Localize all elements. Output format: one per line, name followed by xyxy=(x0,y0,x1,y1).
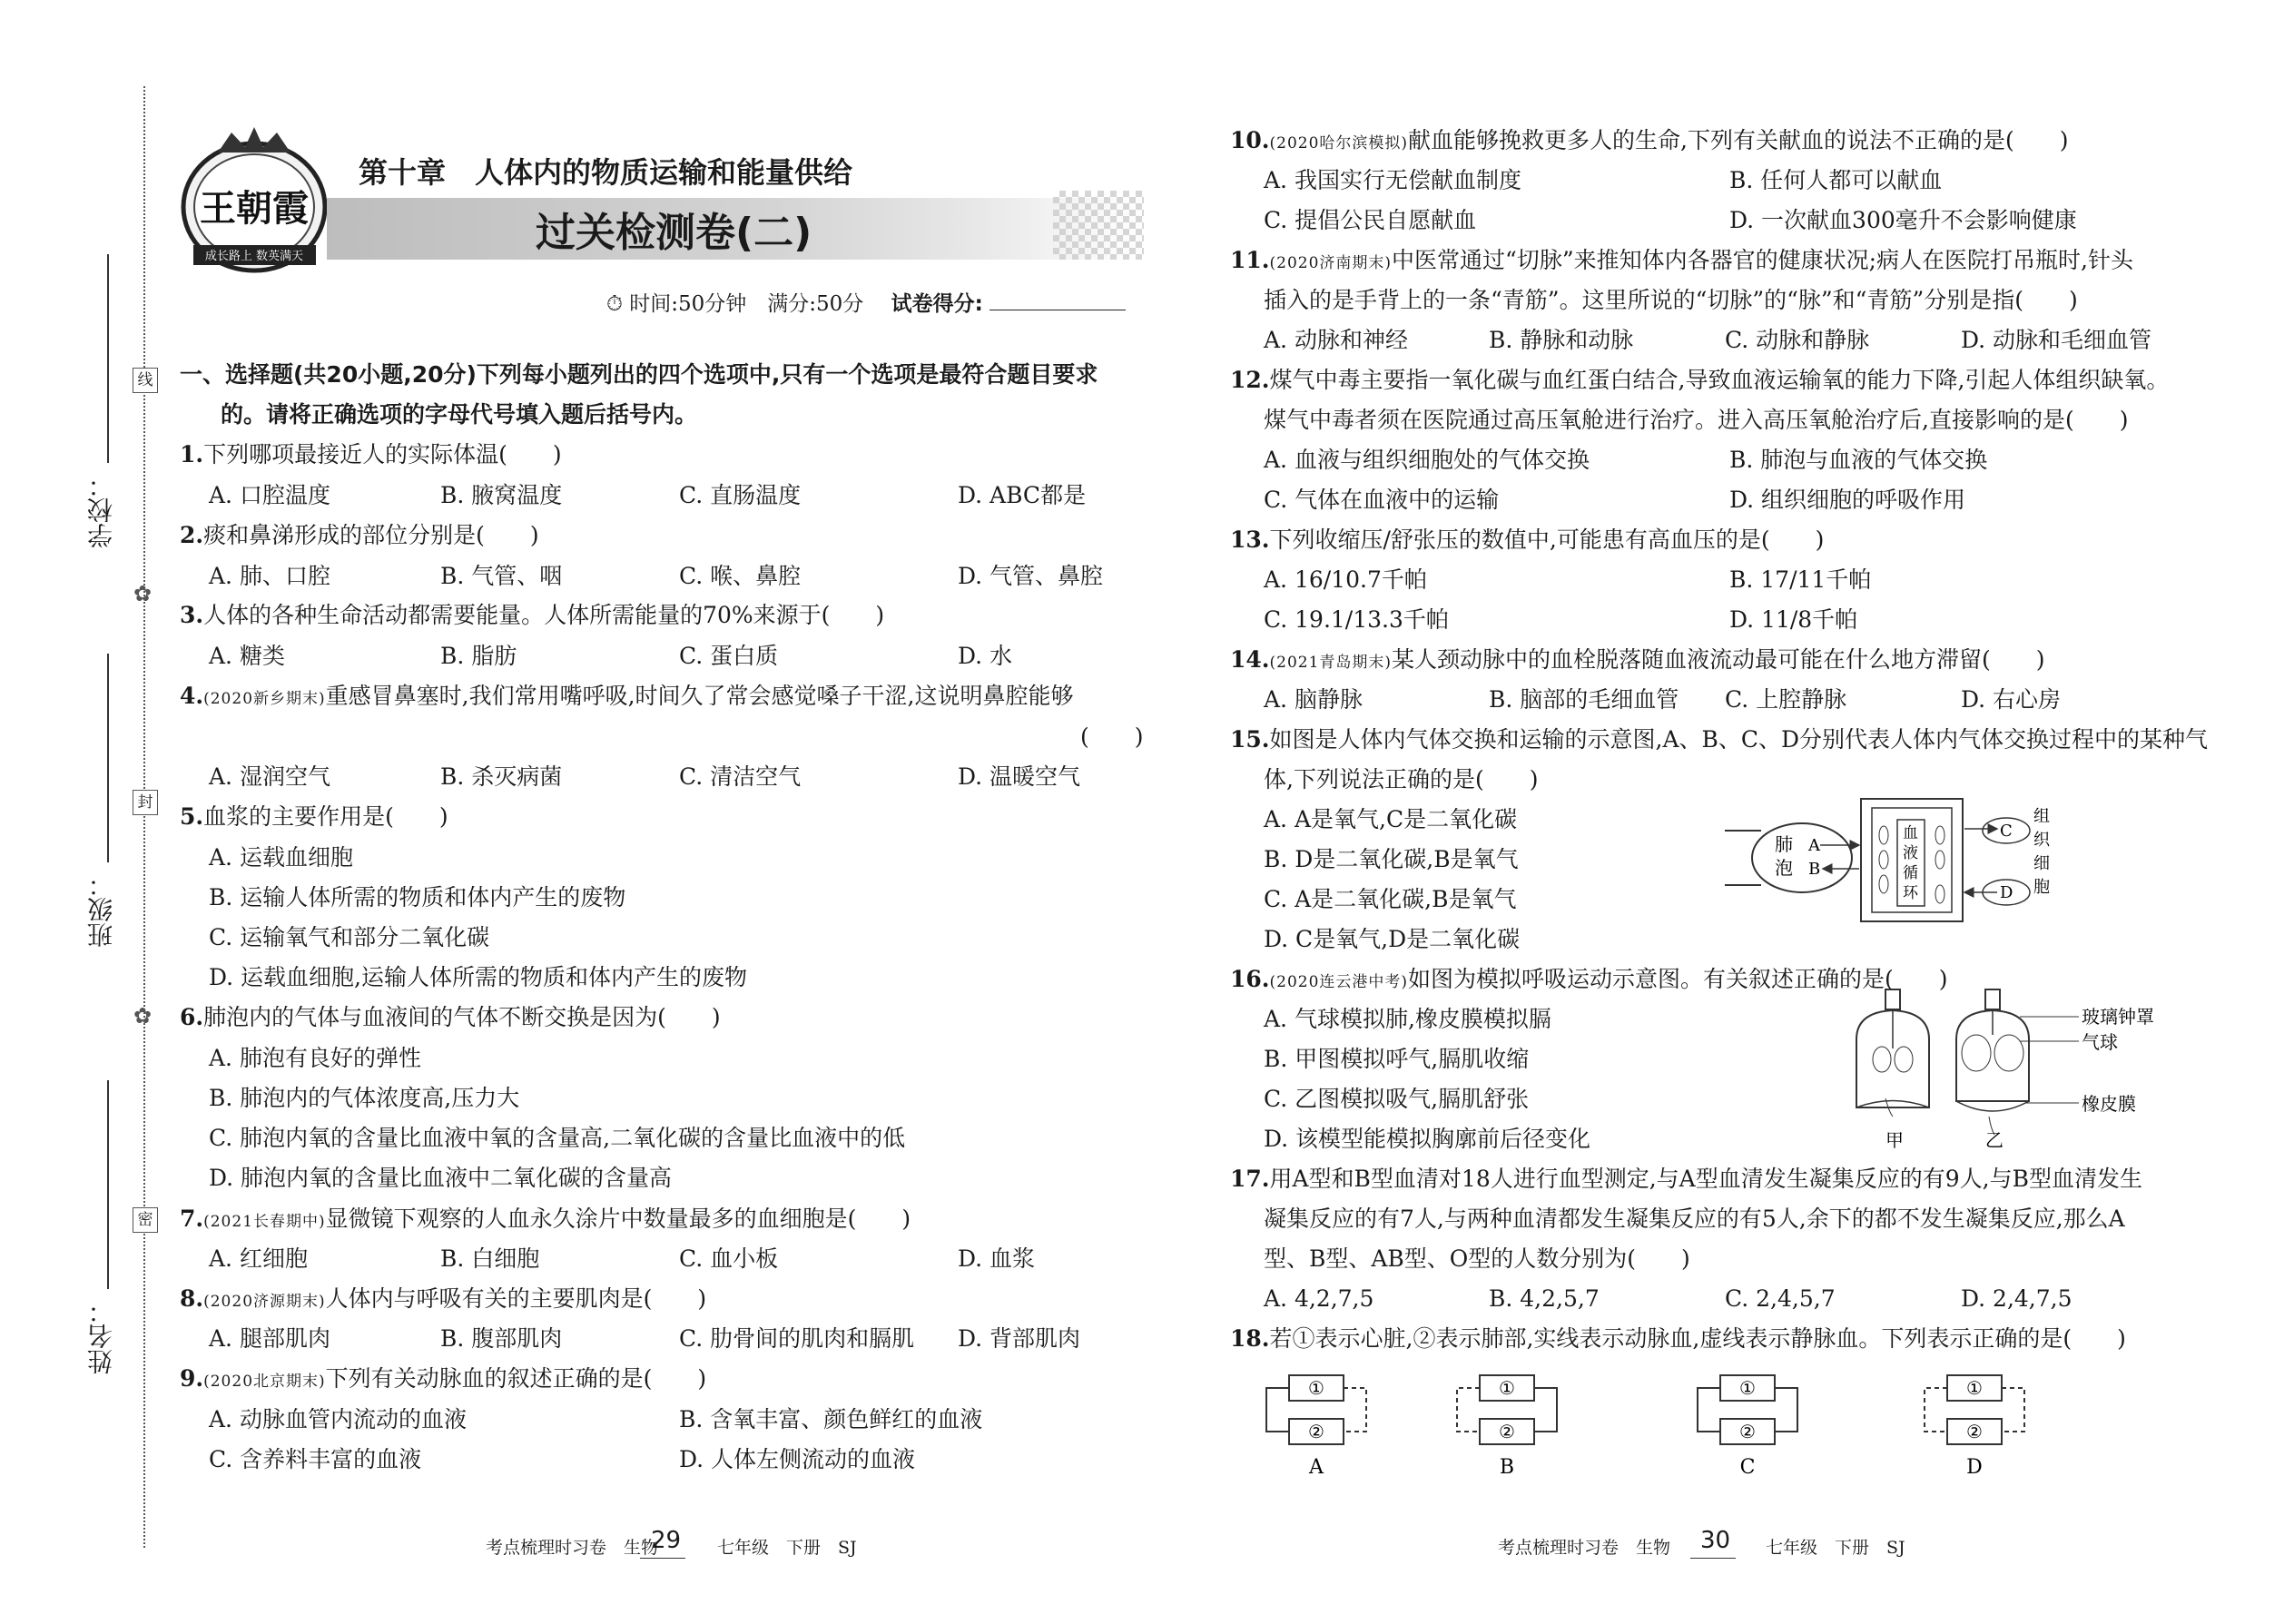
question-number: 9. xyxy=(180,1365,204,1392)
option: C. 运输氧气和部分二氧化碳 xyxy=(209,924,490,950)
circulation-diagram-A xyxy=(1262,1366,1407,1480)
option: A. 湿润空气 xyxy=(209,763,330,790)
diagram-label: A xyxy=(1309,1456,1324,1479)
box-lung: ② xyxy=(1499,1421,1515,1442)
class-blank xyxy=(107,654,109,862)
question-13 xyxy=(1230,527,1824,554)
question-12-stem-cont: 煤气中毒者须在医院通过高压氧舱进行治疗。进入高压氧舱治疗后,直接影响的是( ) xyxy=(1264,407,2129,433)
option: B. 含氧丰富、颜色鲜红的血液 xyxy=(679,1406,983,1432)
option: D. 气管、鼻腔 xyxy=(958,563,1104,589)
question-source: (2020连云港中考) xyxy=(1269,973,1409,991)
option: C. 肋骨间的肌肉和膈肌 xyxy=(679,1325,915,1352)
question-number: 1. xyxy=(180,441,204,468)
question-7 xyxy=(180,1206,911,1235)
question-stem: 如图是人体内气体交换和运输的示意图,A、B、C、D分别代表人体内气体交换过程中的某种气 xyxy=(1269,726,2209,753)
question-stem: 人体的各种生命活动都需要能量。人体所需能量的70%来源于( ) xyxy=(203,602,885,628)
option: C. 含养料丰富的血液 xyxy=(209,1446,422,1472)
name-blank xyxy=(107,1080,109,1289)
fig16-label-membrane: 橡皮膜 xyxy=(2082,1093,2136,1115)
question-number: 4. xyxy=(180,683,204,709)
question-4 xyxy=(180,683,1073,713)
option: C. 乙图模拟吸气,膈肌舒张 xyxy=(1264,1086,1530,1112)
option: B. 腹部肌肉 xyxy=(440,1325,563,1352)
box-lung: ② xyxy=(1966,1421,1983,1442)
flower-ornament-icon: ✿ xyxy=(133,1003,153,1029)
option: D. 动脉和毛细血管 xyxy=(1961,327,2152,353)
question-3 xyxy=(180,602,884,629)
option: D. 背部肌肉 xyxy=(958,1325,1081,1352)
question-source: (2020新乡期末) xyxy=(203,690,326,708)
question-stem: 用A型和B型血清对18人进行血型测定,与A型血清发生凝集反应的有9人,与B型血清发生 xyxy=(1269,1166,2142,1192)
fig16-jia: 甲 xyxy=(1885,1129,1904,1151)
option: A. 气球模拟肺,橡皮膜模拟膈 xyxy=(1264,1006,1551,1032)
question-14 xyxy=(1230,646,2045,676)
option: C. 19.1/13.3千帕 xyxy=(1264,606,1449,633)
option: C. A是二氧化碳,B是氧气 xyxy=(1264,886,1517,912)
option: A. 动脉和神经 xyxy=(1264,327,1408,353)
fig15-label-lung2: 泡 xyxy=(1775,857,1793,879)
question-stem: 若①表示心脏,②表示肺部,实线表示动脉血,虚线表示静脉血。下列表示正确的是( ) xyxy=(1269,1325,2126,1352)
option: C. 上腔静脉 xyxy=(1725,686,1847,713)
option: D. 温暖空气 xyxy=(958,763,1081,790)
page-number-left-underline xyxy=(640,1558,685,1559)
question-11 xyxy=(1230,247,2133,277)
option: B. 肺泡内的气体浓度高,压力大 xyxy=(209,1085,520,1111)
brand-logo xyxy=(168,125,350,280)
option: A. 动脉血管内流动的血液 xyxy=(209,1406,467,1432)
option: C. 肺泡内氧的含量比血液中氧的含量高,二氧化碳的含量比血液中的低 xyxy=(209,1125,906,1151)
question-source: (2020哈尔滨模拟) xyxy=(1269,134,1409,153)
clock-icon: ⏱ xyxy=(606,292,623,316)
footer-left-grade: 七年级 下册 SJ xyxy=(717,1538,857,1558)
question-18 xyxy=(1230,1325,2126,1353)
question-number: 16. xyxy=(1230,966,1270,992)
fig15-tissue4: 胞 xyxy=(2033,878,2050,897)
question-stem: 某人颈动脉中的血栓脱落随血液流动最可能在什么地方滞留( ) xyxy=(1392,646,2045,673)
option: C. 喉、鼻腔 xyxy=(679,563,802,589)
question-number: 5. xyxy=(180,803,204,830)
fig15-tissue1: 组 xyxy=(2033,807,2050,826)
fig15-tissue2: 织 xyxy=(2033,831,2050,850)
option: B. 17/11千帕 xyxy=(1729,566,1872,593)
option: D. 组织细胞的呼吸作用 xyxy=(1729,487,1966,513)
option: B. 运输人体所需的物质和体内产生的废物 xyxy=(209,884,626,910)
class-label: 班级： xyxy=(86,871,116,948)
circulation-diagram-C xyxy=(1693,1366,1838,1480)
option: A. 口腔温度 xyxy=(209,482,330,508)
question-number: 15. xyxy=(1230,726,1270,753)
option: A. A是氧气,C是二氧化碳 xyxy=(1264,806,1518,832)
option: A. 红细胞 xyxy=(209,1245,308,1272)
option: B. 腋窝温度 xyxy=(440,482,563,508)
logo-band: 成长路上 数英满天 xyxy=(204,250,304,263)
diagram-label: D xyxy=(1966,1456,1983,1479)
fig15-mid3: 循 xyxy=(1903,864,1918,882)
option: C. 动脉和静脉 xyxy=(1725,327,1870,353)
option: D. ABC都是 xyxy=(958,482,1087,508)
option: A. 脑静脉 xyxy=(1264,686,1363,713)
fig15-mid1: 血 xyxy=(1903,824,1918,842)
box-heart: ① xyxy=(1966,1377,1983,1399)
school-blank xyxy=(107,254,109,463)
question-number: 6. xyxy=(180,1004,204,1030)
seal-line: 线 xyxy=(133,368,158,393)
box-heart: ① xyxy=(1308,1377,1324,1399)
chapter-title: 第十章 人体内的物质运输和能量供给 xyxy=(359,155,853,190)
option: A. 肺泡有良好的弹性 xyxy=(209,1045,421,1071)
question-stem: 人体内与呼吸有关的主要肌肉是( ) xyxy=(325,1285,707,1312)
fig15-tissue3: 细 xyxy=(2033,854,2050,873)
fig15-label-D: D xyxy=(2000,883,2013,902)
question-stem: 显微镜下观察的人血永久涂片中数量最多的血细胞是( ) xyxy=(325,1206,911,1232)
diagram-label: C xyxy=(1739,1456,1756,1479)
question-number: 2. xyxy=(180,522,204,548)
question-stem: 煤气中毒主要指一氧化碳与血红蛋白结合,导致血液运输氧的能力下降,引起人体组织缺氧。 xyxy=(1269,367,2170,393)
fig15-mid2: 液 xyxy=(1903,844,1918,862)
option: D. C是氧气,D是二氧化碳 xyxy=(1264,926,1521,952)
question-number: 14. xyxy=(1230,646,1270,673)
option: D. 右心房 xyxy=(1961,686,2062,713)
question-number: 10. xyxy=(1230,127,1270,153)
option: B. 气管、咽 xyxy=(440,563,563,589)
figure-gas-exchange xyxy=(1725,794,2052,930)
option: C. 蛋白质 xyxy=(679,643,779,669)
page-number-right-underline xyxy=(1690,1558,1736,1559)
option: D. 11/8千帕 xyxy=(1729,606,1858,633)
box-lung: ② xyxy=(1739,1421,1756,1442)
question-number: 13. xyxy=(1230,527,1270,553)
footer-left-series: 考点梳理时习卷 生物 xyxy=(486,1538,659,1558)
question-1 xyxy=(180,441,562,468)
question-15 xyxy=(1230,726,2208,753)
question-stem: 痰和鼻涕形成的部位分别是( ) xyxy=(203,522,539,548)
question-number: 8. xyxy=(180,1285,204,1312)
school-label: 学校： xyxy=(86,472,116,548)
question-11-stem-cont: 插入的是手背上的一条“青筋”。这里所说的“切脉”的“脉”和“青筋”分别是指( ) xyxy=(1264,287,2078,313)
question-stem: 献血能够挽救更多人的生命,下列有关献血的说法不正确的是( ) xyxy=(1408,127,2069,153)
option: B. 脂肪 xyxy=(440,643,517,669)
section-heading-cont: 的。请将正确选项的字母代号填入题后括号内。 xyxy=(221,401,698,428)
fig15-label-B: B xyxy=(1808,860,1821,879)
dotted-cut-line xyxy=(143,86,145,1548)
exam-meta xyxy=(606,287,1126,317)
option: C. 直肠温度 xyxy=(679,482,802,508)
footer-right-series: 考点梳理时习卷 生物 xyxy=(1498,1538,1671,1558)
question-stem: 下列有关动脉血的叙述正确的是( ) xyxy=(325,1365,707,1392)
question-stem: 肺泡内的气体与血液间的气体不断交换是因为( ) xyxy=(203,1004,721,1030)
question-12 xyxy=(1230,367,2169,394)
binding-margin xyxy=(0,0,154,1624)
question-stem: 血浆的主要作用是( ) xyxy=(203,803,448,830)
option: C. 清洁空气 xyxy=(679,763,802,790)
question-number: 7. xyxy=(180,1206,204,1232)
box-heart: ① xyxy=(1499,1377,1515,1399)
option: B. 脑部的毛细血管 xyxy=(1489,686,1679,713)
question-stem: 如图为模拟呼吸运动示意图。有关叙述正确的是( ) xyxy=(1408,966,1948,992)
option: B. D是二氧化碳,B是氧气 xyxy=(1264,846,1519,872)
option: A. 我国实行无偿献血制度 xyxy=(1264,167,1521,193)
option: A. 运载血细胞 xyxy=(209,844,353,871)
flower-ornament-icon: ✿ xyxy=(133,581,153,606)
page-number-left: 29 xyxy=(651,1527,682,1554)
question-15-stem-cont: 体,下列说法正确的是( ) xyxy=(1264,766,1539,792)
option: B. 4,2,5,7 xyxy=(1489,1285,1600,1312)
checker-decoration xyxy=(1053,191,1144,260)
time-and-score: 时间:50分钟 满分:50分 xyxy=(629,292,885,316)
footer-right-grade: 七年级 下册 SJ xyxy=(1766,1538,1905,1558)
question-6 xyxy=(180,1004,721,1031)
fig16-yi: 乙 xyxy=(1985,1129,2004,1151)
question-stem: 重感冒鼻塞时,我们常用嘴呼吸,时间久了常会感觉嗓子干涩,这说明鼻腔能够 xyxy=(325,683,1074,709)
option: D. 水 xyxy=(958,643,1013,669)
option: B. 白细胞 xyxy=(440,1245,540,1272)
page-number-right: 30 xyxy=(1700,1527,1731,1554)
option: B. 任何人都可以献血 xyxy=(1729,167,1943,193)
option: D. 运载血细胞,运输人体所需的物质和体内产生的废物 xyxy=(209,964,747,990)
option: A. 肺、口腔 xyxy=(209,563,330,589)
option: B. 杀灭病菌 xyxy=(440,763,563,790)
question-17-stem-cont: 凝集反应的有7人,与两种血清都发生凝集反应的有5人,余下的都不发生凝集反应,那么A xyxy=(1264,1206,2125,1232)
option: C. 气体在血液中的运输 xyxy=(1264,487,1500,513)
option: C. 2,4,5,7 xyxy=(1725,1285,1836,1312)
seal-seal: 封 xyxy=(133,790,158,815)
option: C. 提倡公民自愿献血 xyxy=(1264,207,1477,233)
score-label: 试卷得分: xyxy=(891,292,983,316)
question-stem: 中医常通过“切脉”来推知体内各器官的健康状况;病人在医院打吊瓶时,针头 xyxy=(1392,247,2133,273)
section-heading: 一、选择题(共20小题,20分)下列每小题列出的四个选项中,只有一个选项是最符合题目要求 xyxy=(180,361,1098,388)
option: A. 糖类 xyxy=(209,643,285,669)
box-lung: ② xyxy=(1308,1421,1324,1442)
question-17-stem-cont: 型、B型、AB型、O型的人数分别为( ) xyxy=(1264,1245,1690,1272)
question-source: (2020北京期末) xyxy=(203,1373,326,1391)
question-number: 12. xyxy=(1230,367,1270,393)
option: C. 血小板 xyxy=(679,1245,779,1272)
logo-text: 王朝霞 xyxy=(200,187,309,230)
question-2 xyxy=(180,522,539,549)
name-label: 姓名： xyxy=(86,1298,116,1374)
question-10 xyxy=(1230,127,2069,157)
question-8 xyxy=(180,1285,706,1315)
fig15-label-C: C xyxy=(2000,822,2013,841)
question-number: 3. xyxy=(180,602,204,628)
fig15-label-lung1: 肺 xyxy=(1775,833,1793,855)
question-source: (2020济源期末) xyxy=(203,1293,326,1311)
fig16-label-bell-jar: 玻璃钟罩 xyxy=(2082,1006,2154,1028)
option: D. 血浆 xyxy=(958,1245,1036,1272)
option: D. 2,4,7,5 xyxy=(1961,1285,2072,1312)
option: B. 肺泡与血液的气体交换 xyxy=(1729,447,1988,473)
option: A. 16/10.7千帕 xyxy=(1264,566,1427,593)
fig16-label-balloon: 气球 xyxy=(2082,1031,2118,1053)
figure-breathing-model xyxy=(1838,985,2220,1153)
option: D. 一次献血300毫升不会影响健康 xyxy=(1729,207,2077,233)
question-17 xyxy=(1230,1166,2142,1193)
circulation-diagram-B xyxy=(1452,1366,1598,1480)
option: D. 肺泡内氧的含量比血液中二氧化碳的含量高 xyxy=(209,1165,673,1191)
option: A. 腿部肌肉 xyxy=(209,1325,330,1352)
circulation-diagram-D xyxy=(1920,1366,2065,1480)
question-stem: 下列收缩压/舒张压的数值中,可能患有高血压的是( ) xyxy=(1269,527,1825,553)
question-source: (2020济南期末) xyxy=(1269,254,1393,272)
option: A. 血液与组织细胞处的气体交换 xyxy=(1264,447,1590,473)
question-4-answer-paren: ( ) xyxy=(1080,723,1144,750)
question-source: (2021青岛期末) xyxy=(1269,654,1393,672)
question-stem: 下列哪项最接近人的实际体温( ) xyxy=(203,441,562,468)
option: D. 该模型能模拟胸廓前后径变化 xyxy=(1264,1126,1591,1152)
question-number: 17. xyxy=(1230,1166,1270,1192)
option: A. 4,2,7,5 xyxy=(1264,1285,1374,1312)
question-5 xyxy=(180,803,448,831)
question-number: 11. xyxy=(1230,247,1270,273)
question-9 xyxy=(180,1365,706,1395)
seal-secret: 密 xyxy=(133,1207,158,1233)
option: B. 静脉和动脉 xyxy=(1489,327,1634,353)
question-number: 18. xyxy=(1230,1325,1270,1352)
option: D. 人体左侧流动的血液 xyxy=(679,1446,916,1472)
question-source: (2021长春期中) xyxy=(203,1213,326,1231)
page-title: 过关检测卷(二) xyxy=(536,210,812,256)
box-heart: ① xyxy=(1739,1377,1756,1399)
fig15-label-A: A xyxy=(1808,836,1820,855)
fig15-mid4: 环 xyxy=(1903,884,1918,902)
diagram-label: B xyxy=(1499,1456,1515,1479)
option: B. 甲图模拟呼气,膈肌收缩 xyxy=(1264,1046,1530,1072)
